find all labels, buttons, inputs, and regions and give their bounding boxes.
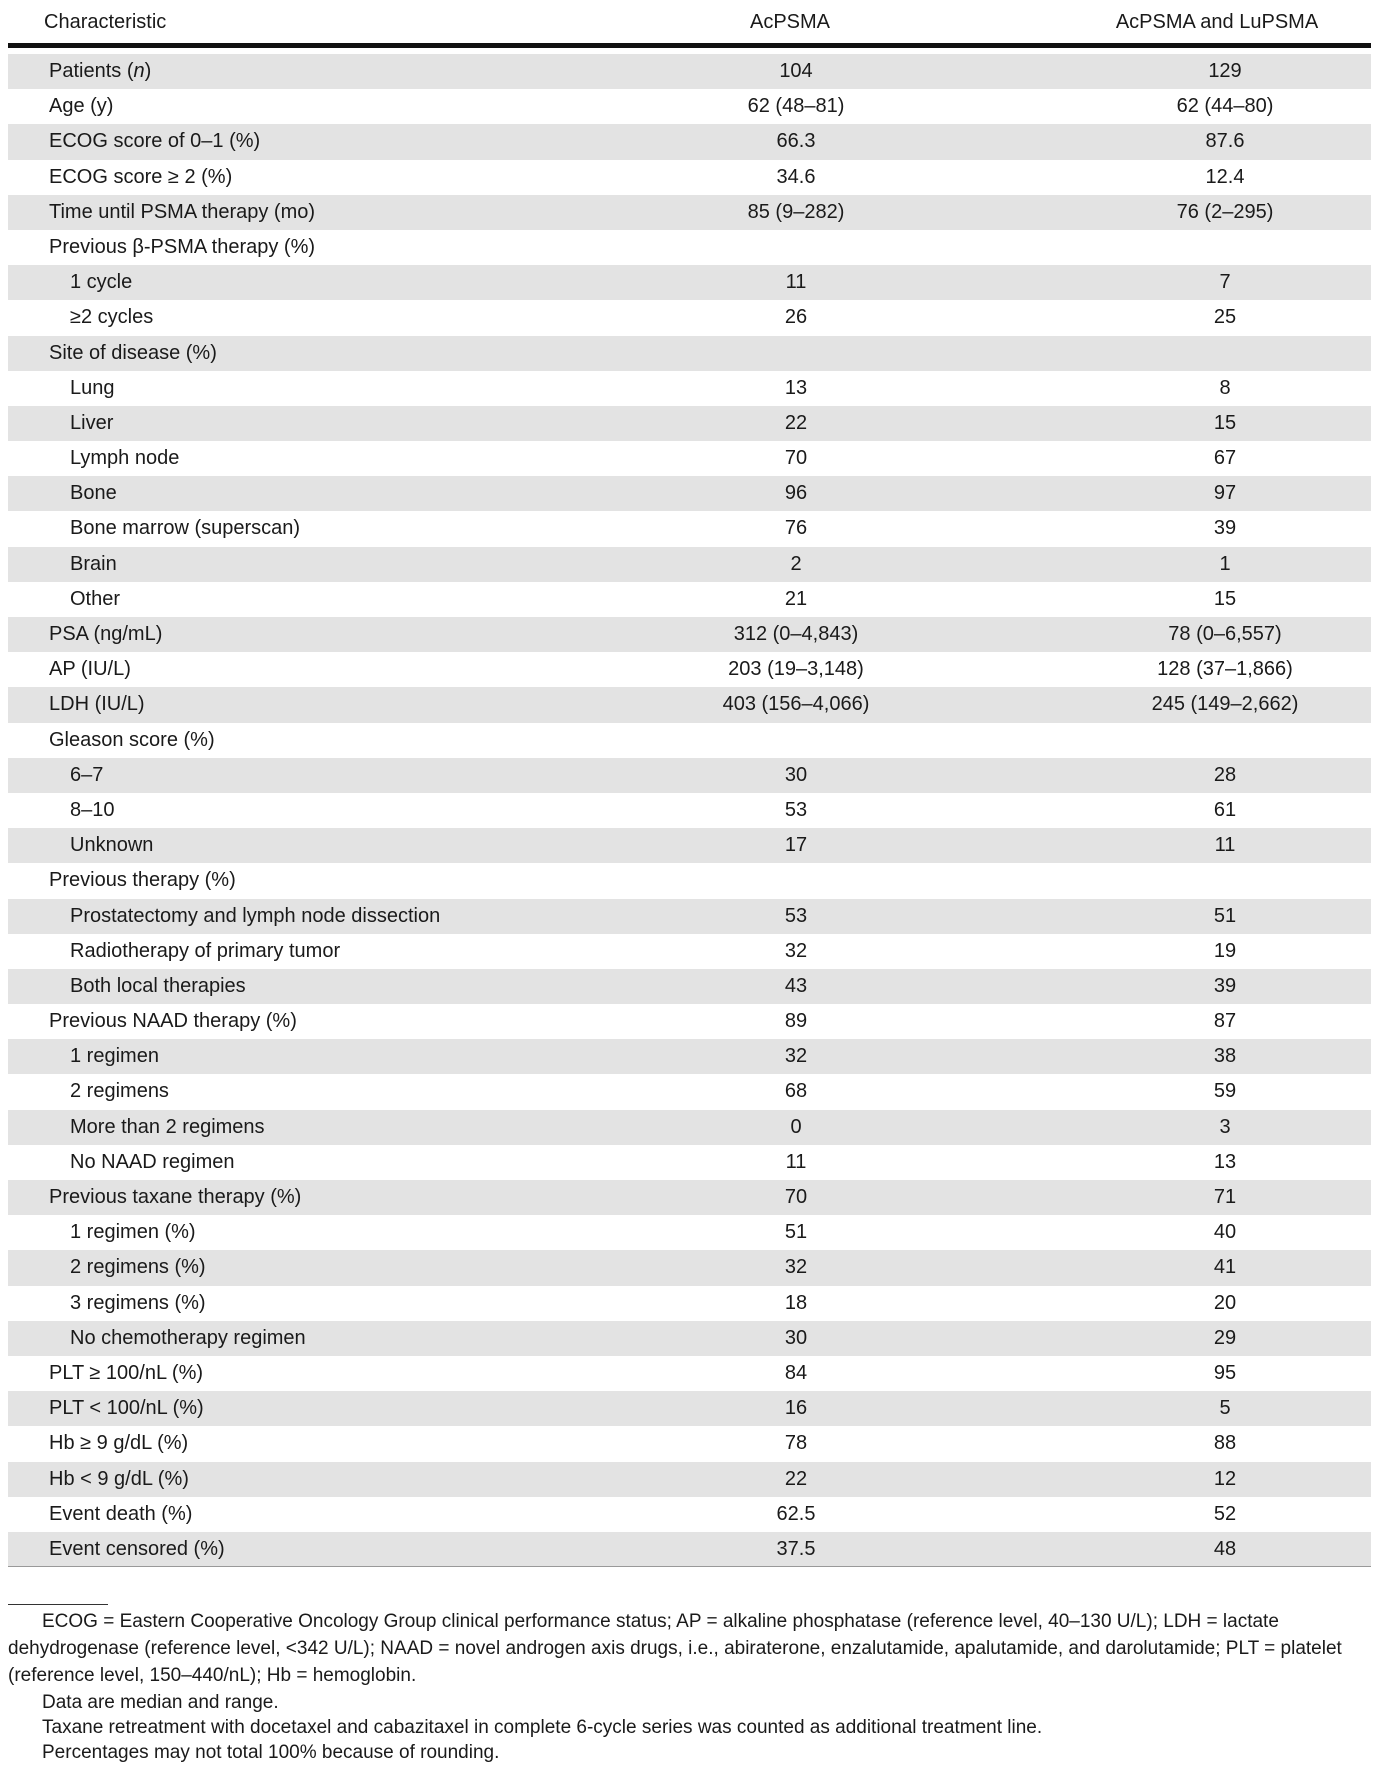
cell-acpsma: 30	[784, 763, 808, 786]
row-label: 3 regimens (%)	[70, 1291, 206, 1314]
cell-acpsma: 26	[784, 306, 808, 329]
row-label: More than 2 regimens	[70, 1115, 265, 1138]
table-row	[8, 124, 1371, 159]
table-row	[8, 899, 1371, 934]
table-row	[8, 582, 1371, 617]
row-label: Bone	[70, 482, 117, 505]
table-row	[8, 1286, 1371, 1321]
row-label: Bone marrow (superscan)	[70, 517, 301, 540]
row-label: Event censored (%)	[49, 1537, 225, 1560]
table-row	[8, 1391, 1371, 1426]
row-label: ECOG score of 0–1 (%)	[49, 130, 261, 153]
row-label: Lymph node	[70, 447, 180, 470]
cell-acpsma-lupsma: 40	[1213, 1221, 1237, 1244]
row-label: Site of disease (%)	[49, 341, 217, 364]
row-label: 1 regimen	[70, 1045, 159, 1068]
table-row	[8, 160, 1371, 195]
row-label: Event death (%)	[49, 1502, 193, 1525]
row-label: Patients (n)	[49, 60, 152, 82]
cell-acpsma-lupsma: 67	[1213, 447, 1237, 470]
row-label: Age (y)	[49, 95, 114, 118]
cell-acpsma-lupsma: 87.6	[1205, 130, 1245, 153]
table-row	[8, 793, 1371, 828]
row-label: Previous therapy (%)	[49, 869, 236, 892]
table-row	[8, 1250, 1371, 1285]
row-label: 2 regimens	[70, 1080, 169, 1103]
footnote-abbreviations-text: ECOG = Eastern Cooperative Oncology Group clinical performance status; AP = alkaline phosphatase (reference level, 40–130 U/L); LDH = lactate dehydrogenase (reference level, <342 U/L); NAAD = novel androgen axis drugs, i.e., abiraterone, enzalutamide, apalutamide, and darolutamide; PLT = platelet (reference level, 150–440/nL); Hb = hemoglobin.	[8, 1611, 1342, 1686]
cell-acpsma: 70	[784, 447, 808, 470]
row-label: Gleason score (%)	[49, 728, 215, 751]
cell-acpsma-lupsma: 15	[1213, 587, 1237, 610]
footnote-note: Data are median and range.	[42, 1692, 279, 1713]
cell-acpsma-lupsma: 245 (149–2,662)	[1151, 693, 1299, 716]
column-header-acpsma: AcPSMA	[749, 11, 831, 33]
table-row	[8, 1497, 1371, 1532]
table-row	[8, 265, 1371, 300]
cell-acpsma: 2	[790, 552, 802, 575]
cell-acpsma-lupsma: 25	[1213, 306, 1237, 329]
cell-acpsma: 85 (9–282)	[747, 200, 845, 223]
row-label: PSA (ng/mL)	[49, 623, 163, 645]
cell-acpsma-lupsma: 76 (2–295)	[1176, 200, 1274, 223]
table-row	[8, 969, 1371, 1004]
cell-acpsma-lupsma: 41	[1213, 1256, 1237, 1279]
table-row	[8, 1356, 1371, 1391]
cell-acpsma-lupsma: 51	[1213, 904, 1237, 927]
table-bottom-rule	[8, 1566, 1371, 1567]
table-row	[8, 1321, 1371, 1356]
table-row	[8, 441, 1371, 476]
row-label: Previous taxane therapy (%)	[49, 1186, 302, 1208]
column-header-acpsma-lupsma: AcPSMA and LuPSMA	[1115, 11, 1319, 33]
table-row	[8, 300, 1371, 335]
cell-acpsma-lupsma: 39	[1213, 517, 1237, 540]
row-label: Both local therapies	[70, 974, 246, 997]
cell-acpsma-lupsma: 52	[1213, 1502, 1237, 1525]
cell-acpsma: 78	[784, 1432, 808, 1455]
cell-acpsma: 403 (156–4,066)	[722, 693, 870, 716]
table-row	[8, 1004, 1371, 1039]
cell-acpsma: 16	[784, 1397, 808, 1420]
row-label: 2 regimens (%)	[70, 1256, 206, 1279]
table-body	[8, 54, 1371, 1567]
table-row	[8, 828, 1371, 863]
table-row	[8, 54, 1371, 89]
table-row	[8, 1532, 1371, 1567]
row-label: PLT ≥ 100/nL (%)	[49, 1361, 204, 1384]
table-row	[8, 723, 1371, 758]
cell-acpsma: 21	[784, 587, 808, 610]
row-label: Lung	[70, 376, 115, 399]
table-row	[8, 406, 1371, 441]
row-label: Brain	[70, 552, 117, 575]
table-row	[8, 1074, 1371, 1109]
cell-acpsma: 53	[784, 798, 808, 821]
table-row	[8, 1426, 1371, 1461]
cell-acpsma-lupsma: 61	[1213, 798, 1237, 821]
cell-acpsma-lupsma: 29	[1213, 1326, 1237, 1349]
cell-acpsma-lupsma: 87	[1213, 1010, 1237, 1033]
cell-acpsma: 34.6	[776, 165, 816, 188]
cell-acpsma: 32	[784, 1256, 808, 1279]
cell-acpsma: 22	[784, 411, 808, 434]
cell-acpsma: 0	[790, 1115, 802, 1138]
table-row	[8, 934, 1371, 969]
cell-acpsma-lupsma: 19	[1213, 939, 1237, 962]
cell-acpsma-lupsma: 129	[1208, 60, 1242, 82]
cell-acpsma: 312 (0–4,843)	[733, 623, 859, 645]
cell-acpsma-lupsma: 62 (44–80)	[1176, 95, 1274, 118]
cell-acpsma-lupsma: 8	[1219, 376, 1231, 399]
row-label: No chemotherapy regimen	[70, 1326, 306, 1349]
row-label: Liver	[70, 411, 114, 434]
row-label: Hb < 9 g/dL (%)	[49, 1467, 189, 1490]
table-row	[8, 476, 1371, 511]
cell-acpsma-lupsma: 88	[1213, 1432, 1237, 1455]
cell-acpsma: 37.5	[776, 1537, 816, 1560]
row-label: Hb ≥ 9 g/dL (%)	[49, 1432, 189, 1455]
cell-acpsma: 11	[785, 1150, 807, 1173]
cell-acpsma: 13	[784, 376, 808, 399]
row-label: Previous β-PSMA therapy (%)	[49, 235, 316, 258]
row-label: Time until PSMA therapy (mo)	[49, 200, 316, 223]
table-row	[8, 758, 1371, 793]
cell-acpsma: 104	[779, 60, 813, 82]
cell-acpsma: 17	[784, 834, 808, 857]
cell-acpsma-lupsma: 28	[1213, 763, 1237, 786]
cell-acpsma-lupsma: 13	[1213, 1150, 1237, 1173]
row-label: 1 cycle	[70, 271, 133, 294]
cell-acpsma-lupsma: 12	[1213, 1467, 1237, 1490]
cell-acpsma: 18	[784, 1291, 808, 1314]
table-row	[8, 1180, 1371, 1215]
cell-acpsma-lupsma: 3	[1219, 1115, 1231, 1138]
cell-acpsma-lupsma: 7	[1219, 271, 1231, 294]
table-row	[8, 371, 1371, 406]
table-row	[8, 89, 1371, 124]
cell-acpsma: 76	[784, 517, 808, 540]
table-row	[8, 1462, 1371, 1497]
table-row	[8, 336, 1371, 371]
cell-acpsma: 32	[784, 1045, 808, 1068]
cell-acpsma-lupsma: 71	[1213, 1186, 1237, 1208]
cell-acpsma-lupsma: 78 (0–6,557)	[1168, 623, 1282, 645]
cell-acpsma-lupsma: 20	[1213, 1291, 1237, 1314]
cell-acpsma: 11	[785, 271, 807, 294]
cell-acpsma: 70	[784, 1186, 808, 1208]
cell-acpsma: 66.3	[776, 130, 816, 153]
cell-acpsma: 84	[784, 1361, 808, 1384]
cell-acpsma: 53	[784, 904, 808, 927]
row-label: ≥2 cycles	[70, 306, 154, 329]
row-label: 6–7	[70, 763, 104, 786]
cell-acpsma-lupsma: 11	[1214, 834, 1236, 857]
footnote-separator	[8, 1604, 108, 1605]
footnote-note: Taxane retreatment with docetaxel and cabazitaxel in complete 6-cycle series was counted as additional treatment line.	[42, 1717, 1043, 1738]
row-label: 8–10	[70, 798, 115, 821]
cell-acpsma: 30	[784, 1326, 808, 1349]
row-label: Previous NAAD therapy (%)	[49, 1010, 297, 1033]
cell-acpsma-lupsma: 97	[1213, 482, 1237, 505]
row-label: No NAAD regimen	[70, 1150, 235, 1173]
row-label: AP (IU/L)	[49, 658, 131, 681]
footnote-note: Percentages may not total 100% because of rounding.	[42, 1742, 500, 1763]
row-label: Other	[70, 587, 121, 610]
table-row	[8, 195, 1371, 230]
row-label: ECOG score ≥ 2 (%)	[49, 165, 233, 188]
cell-acpsma: 203 (19–3,148)	[728, 658, 864, 681]
cell-acpsma: 51	[784, 1221, 808, 1244]
row-label: LDH (IU/L)	[49, 693, 145, 716]
cell-acpsma: 89	[784, 1010, 808, 1033]
table-row	[8, 230, 1371, 265]
cell-acpsma: 68	[784, 1080, 808, 1103]
header-rule	[8, 43, 1371, 48]
cell-acpsma-lupsma: 38	[1213, 1045, 1237, 1068]
cell-acpsma-lupsma: 12.4	[1205, 165, 1245, 188]
cell-acpsma-lupsma: 1	[1219, 552, 1231, 575]
row-label: 1 regimen (%)	[70, 1221, 196, 1244]
cell-acpsma-lupsma: 59	[1213, 1080, 1237, 1103]
table-row	[8, 1215, 1371, 1250]
cell-acpsma: 62.5	[776, 1502, 816, 1525]
table-row	[8, 1110, 1371, 1145]
cell-acpsma: 43	[784, 974, 808, 997]
cell-acpsma-lupsma: 128 (37–1,866)	[1157, 658, 1293, 681]
row-label: Unknown	[70, 834, 154, 857]
table-row	[8, 617, 1371, 652]
cell-acpsma: 96	[784, 482, 808, 505]
table-row	[8, 863, 1371, 898]
cell-acpsma: 62 (48–81)	[747, 95, 845, 118]
cell-acpsma-lupsma: 5	[1219, 1397, 1231, 1420]
column-header-characteristic: Characteristic	[44, 11, 167, 33]
table-row	[8, 652, 1371, 687]
table-row	[8, 1145, 1371, 1180]
table-row	[8, 687, 1371, 722]
cell-acpsma-lupsma: 39	[1213, 974, 1237, 997]
row-label: PLT < 100/nL (%)	[49, 1397, 204, 1420]
cell-acpsma: 32	[784, 939, 808, 962]
table-row	[8, 1039, 1371, 1074]
row-label: Radiotherapy of primary tumor	[70, 939, 341, 962]
cell-acpsma-lupsma: 48	[1213, 1537, 1237, 1560]
footnote-abbreviations	[8, 1608, 1368, 1689]
table-row	[8, 547, 1371, 582]
cell-acpsma-lupsma: 15	[1213, 411, 1237, 434]
cell-acpsma: 22	[784, 1467, 808, 1490]
row-label: Prostatectomy and lymph node dissection	[70, 904, 441, 927]
cell-acpsma-lupsma: 95	[1213, 1361, 1237, 1384]
table-row	[8, 511, 1371, 546]
